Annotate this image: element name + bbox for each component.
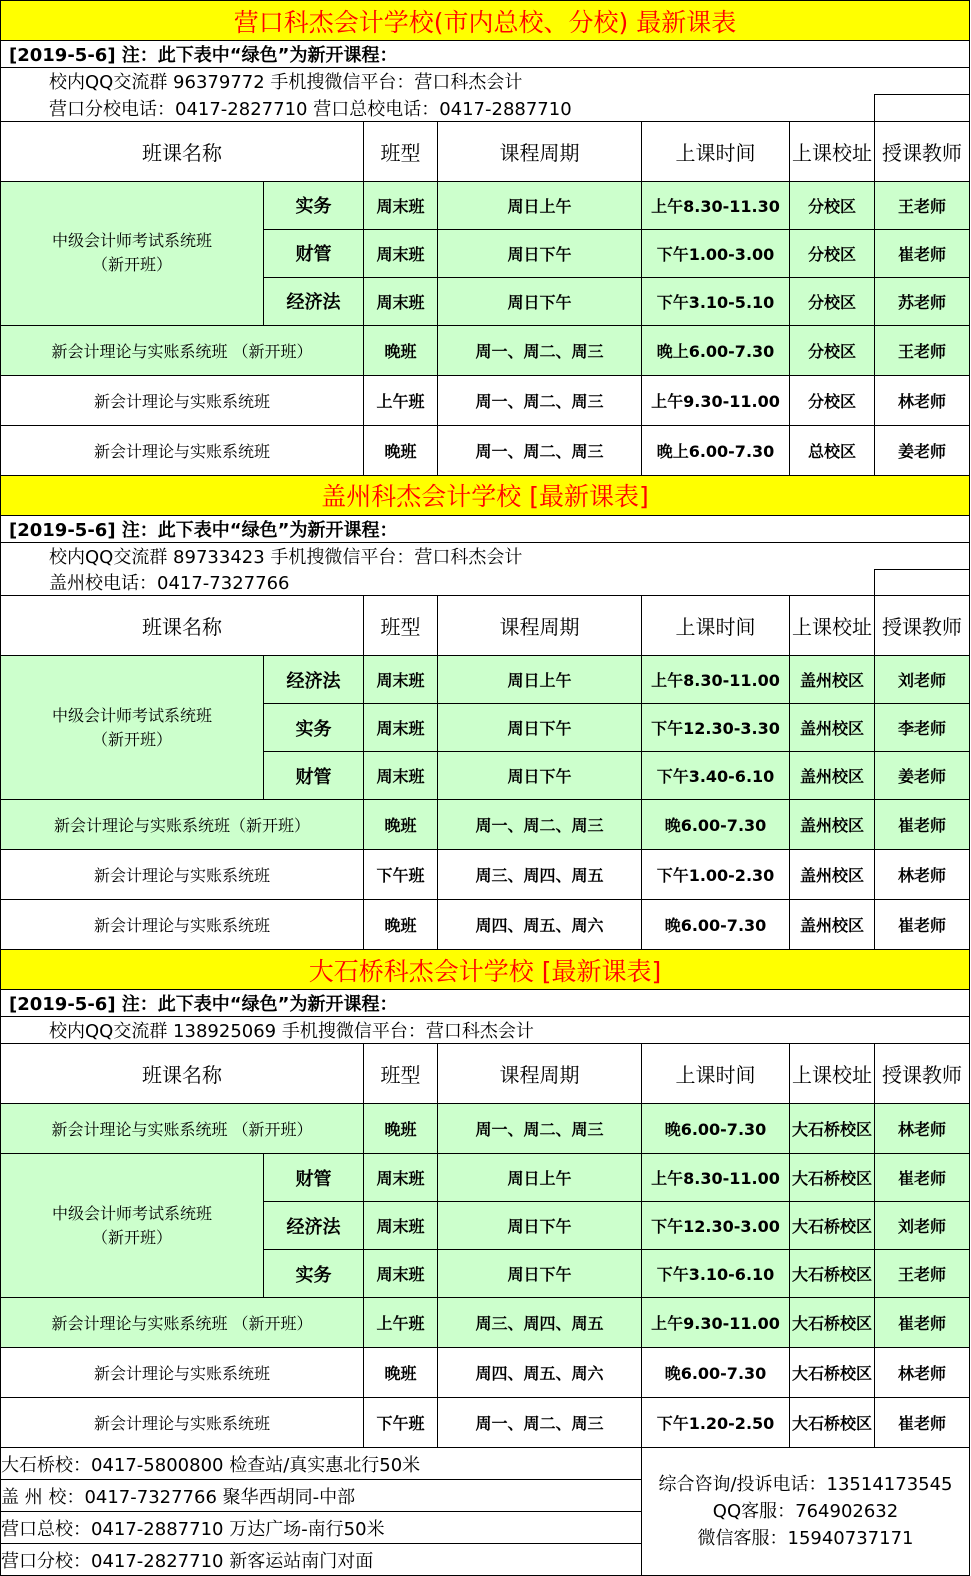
teacher: 崔老师	[875, 1398, 970, 1448]
header-cell: 班课名称	[1, 1044, 364, 1104]
phone-line: 盖州校电话：0417-7327766	[1, 569, 875, 596]
section-title-row	[1, 950, 970, 990]
header-cell: 上课时间	[642, 121, 790, 181]
table-row	[1, 1017, 970, 1044]
course-period: 周一、周二、周三	[438, 425, 642, 475]
class-type: 晚班	[364, 425, 438, 475]
class-time: 晚6.00-7.30	[642, 900, 790, 950]
class-time: 下午1.20-2.50	[642, 1398, 790, 1448]
class-site: 盖州校区	[790, 850, 875, 900]
blank-cell	[875, 569, 970, 596]
header-row	[1, 121, 970, 181]
class-site: 分校区	[790, 375, 875, 425]
header-cell: 班课名称	[1, 121, 364, 181]
teacher: 林老师	[875, 1348, 970, 1398]
teacher: 林老师	[875, 1104, 970, 1154]
course-name: 新会计理论与实账系统班 （新开班）	[1, 1104, 364, 1154]
class-site: 大石桥校区	[790, 1250, 875, 1298]
teacher: 姜老师	[875, 425, 970, 475]
class-type: 周末班	[364, 752, 438, 800]
course-period: 周日上午	[438, 656, 642, 704]
footer-address: 营口总校：0417-2887710 万达广场-南行50米	[1, 1512, 642, 1544]
footer-address: 盖 州 校：0417-7327766 聚华西胡同-中部	[1, 1480, 642, 1512]
teacher: 林老师	[875, 375, 970, 425]
course-period: 周日下午	[438, 229, 642, 277]
teacher: 刘老师	[875, 1202, 970, 1250]
section-title: 盖州科杰会计学校 [最新课表]	[1, 475, 970, 515]
group-note: （新开班）	[91, 1227, 172, 1247]
class-type: 上午班	[364, 1298, 438, 1348]
teacher: 苏老师	[875, 277, 970, 325]
date-note: [2019-5-6] 注：此下表中“绿色”为新开课程：	[1, 515, 970, 542]
footer-contacts	[642, 1448, 970, 1576]
qq-line: 校内QQ交流群 138925069 手机搜微信平台：营口科杰会计	[1, 1017, 970, 1044]
course-period: 周一、周二、周三	[438, 375, 642, 425]
class-time: 晚6.00-7.30	[642, 1104, 790, 1154]
class-time: 下午12.30-3.00	[642, 1202, 790, 1250]
class-site: 盖州校区	[790, 752, 875, 800]
header-cell: 班型	[364, 121, 438, 181]
course-name: 新会计理论与实账系统班（新开班）	[1, 800, 364, 850]
phone-line: 营口分校电话：0417-2827710 营口总校电话：0417-2887710	[1, 95, 875, 122]
header-cell: 上课校址	[790, 1044, 875, 1104]
teacher: 崔老师	[875, 229, 970, 277]
group-title: 中级会计师考试系统班	[51, 705, 212, 725]
header-cell: 课程周期	[438, 121, 642, 181]
table-row	[1, 375, 970, 425]
class-site: 大石桥校区	[790, 1348, 875, 1398]
table-row	[1, 542, 970, 569]
class-time: 下午12.30-3.30	[642, 704, 790, 752]
section-title: 营口科杰会计学校(市内总校、分校) 最新课表	[1, 1, 970, 41]
class-time: 上午9.30-11.00	[642, 375, 790, 425]
subject: 财管	[264, 752, 364, 800]
class-site: 盖州校区	[790, 800, 875, 850]
class-type: 周末班	[364, 704, 438, 752]
group-note: （新开班）	[91, 729, 172, 749]
date-note: [2019-5-6] 注：此下表中“绿色”为新开课程：	[1, 41, 970, 68]
course-period: 周日下午	[438, 704, 642, 752]
course-period: 周一、周二、周三	[438, 1104, 642, 1154]
teacher: 姜老师	[875, 752, 970, 800]
header-cell: 班型	[364, 596, 438, 656]
table-row	[1, 1104, 970, 1154]
course-name: 新会计理论与实账系统班 （新开班）	[1, 325, 364, 375]
table-row	[1, 1298, 970, 1348]
class-time: 下午3.10-5.10	[642, 277, 790, 325]
table-row	[1, 990, 970, 1017]
header-cell: 授课教师	[875, 121, 970, 181]
header-cell: 课程周期	[438, 1044, 642, 1104]
subject: 实务	[264, 181, 364, 229]
course-group-name	[1, 181, 264, 325]
course-group-name	[1, 1154, 264, 1298]
course-name: 新会计理论与实账系统班	[1, 425, 364, 475]
section-title-row	[1, 475, 970, 515]
class-type: 周末班	[364, 656, 438, 704]
table-row	[1, 800, 970, 850]
header-cell: 课程周期	[438, 596, 642, 656]
class-time: 晚上6.00-7.30	[642, 325, 790, 375]
class-type: 周末班	[364, 1250, 438, 1298]
class-type: 周末班	[364, 229, 438, 277]
class-type: 晚班	[364, 1104, 438, 1154]
subject: 实务	[264, 1250, 364, 1298]
class-time: 上午9.30-11.00	[642, 1298, 790, 1348]
table-row	[1, 569, 970, 596]
course-period: 周三、周四、周五	[438, 850, 642, 900]
course-period: 周一、周二、周三	[438, 325, 642, 375]
class-type: 下午班	[364, 1398, 438, 1448]
class-site: 盖州校区	[790, 704, 875, 752]
group-note: （新开班）	[91, 255, 172, 274]
class-type: 晚班	[364, 900, 438, 950]
course-name: 新会计理论与实账系统班	[1, 1348, 364, 1398]
class-site: 分校区	[790, 181, 875, 229]
teacher: 崔老师	[875, 1298, 970, 1348]
teacher: 王老师	[875, 1250, 970, 1298]
course-period: 周一、周二、周三	[438, 800, 642, 850]
course-period: 周日上午	[438, 181, 642, 229]
header-row	[1, 596, 970, 656]
course-group-name	[1, 656, 264, 800]
class-site: 大石桥校区	[790, 1298, 875, 1348]
footer-contact: 微信客服：15940737171	[697, 1528, 914, 1549]
class-time: 上午8.30-11.00	[642, 656, 790, 704]
course-period: 周一、周二、周三	[438, 1398, 642, 1448]
class-type: 周末班	[364, 277, 438, 325]
table-row	[1, 41, 970, 68]
table-row	[1, 850, 970, 900]
header-cell: 上课校址	[790, 596, 875, 656]
class-time: 晚6.00-7.30	[642, 1348, 790, 1398]
course-name: 新会计理论与实账系统班	[1, 900, 364, 950]
class-time: 下午1.00-3.00	[642, 229, 790, 277]
class-time: 下午3.10-6.10	[642, 1250, 790, 1298]
date-note: [2019-5-6] 注：此下表中“绿色”为新开课程：	[1, 990, 970, 1017]
subject: 经济法	[264, 1202, 364, 1250]
class-time: 晚6.00-7.30	[642, 800, 790, 850]
qq-line: 校内QQ交流群 96379772 手机搜微信平台：营口科杰会计	[1, 68, 970, 95]
class-type: 周末班	[364, 181, 438, 229]
table-row	[1, 1398, 970, 1448]
course-period: 周日下午	[438, 1250, 642, 1298]
class-site: 盖州校区	[790, 656, 875, 704]
class-type: 晚班	[364, 325, 438, 375]
teacher: 崔老师	[875, 900, 970, 950]
subject: 经济法	[264, 656, 364, 704]
teacher: 刘老师	[875, 656, 970, 704]
group-title: 中级会计师考试系统班	[51, 231, 212, 250]
table-row	[1, 1348, 970, 1398]
class-time: 上午8.30-11.00	[642, 1154, 790, 1202]
class-site: 总校区	[790, 425, 875, 475]
course-period: 周四、周五、周六	[438, 1348, 642, 1398]
table-row	[1, 95, 970, 122]
class-time: 下午1.00-2.30	[642, 850, 790, 900]
table-row	[1, 181, 970, 229]
teacher: 李老师	[875, 704, 970, 752]
course-name: 新会计理论与实账系统班	[1, 850, 364, 900]
footer-contact: QQ客服：764902632	[712, 1501, 899, 1522]
subject: 实务	[264, 704, 364, 752]
class-site: 大石桥校区	[790, 1202, 875, 1250]
footer-address: 营口分校：0417-2827710 新客运站南门对面	[1, 1544, 642, 1576]
class-site: 分校区	[790, 277, 875, 325]
course-name: 新会计理论与实账系统班	[1, 1398, 364, 1448]
teacher: 王老师	[875, 325, 970, 375]
header-row	[1, 1044, 970, 1104]
class-site: 分校区	[790, 229, 875, 277]
class-time: 上午8.30-11.30	[642, 181, 790, 229]
class-time: 晚上6.00-7.30	[642, 425, 790, 475]
header-cell: 班课名称	[1, 596, 364, 656]
blank-cell	[875, 95, 970, 122]
header-cell: 授课教师	[875, 1044, 970, 1104]
course-period: 周日下午	[438, 277, 642, 325]
class-time: 下午3.40-6.10	[642, 752, 790, 800]
class-site: 大石桥校区	[790, 1398, 875, 1448]
teacher: 崔老师	[875, 800, 970, 850]
table-row	[1, 900, 970, 950]
header-cell: 上课时间	[642, 596, 790, 656]
table-row	[1, 1154, 970, 1202]
class-site: 大石桥校区	[790, 1154, 875, 1202]
class-type: 周末班	[364, 1154, 438, 1202]
teacher: 林老师	[875, 850, 970, 900]
header-cell: 上课时间	[642, 1044, 790, 1104]
course-period: 周日上午	[438, 1154, 642, 1202]
class-type: 下午班	[364, 850, 438, 900]
class-site: 大石桥校区	[790, 1104, 875, 1154]
qq-line: 校内QQ交流群 89733423 手机搜微信平台：营口科杰会计	[1, 542, 970, 569]
header-cell: 班型	[364, 1044, 438, 1104]
subject: 经济法	[264, 277, 364, 325]
class-site: 分校区	[790, 325, 875, 375]
teacher: 崔老师	[875, 1154, 970, 1202]
table-row	[1, 68, 970, 95]
class-type: 晚班	[364, 1348, 438, 1398]
class-type: 上午班	[364, 375, 438, 425]
group-title: 中级会计师考试系统班	[51, 1203, 212, 1223]
class-type: 周末班	[364, 1202, 438, 1250]
subject: 财管	[264, 229, 364, 277]
course-period: 周日下午	[438, 1202, 642, 1250]
teacher: 王老师	[875, 181, 970, 229]
course-period: 周日下午	[438, 752, 642, 800]
course-period: 周三、周四、周五	[438, 1298, 642, 1348]
course-name: 新会计理论与实账系统班 （新开班）	[1, 1298, 364, 1348]
table-row	[1, 515, 970, 542]
section-title-row	[1, 1, 970, 41]
subject: 财管	[264, 1154, 364, 1202]
footer-table	[0, 1447, 970, 1576]
header-cell: 授课教师	[875, 596, 970, 656]
footer-address: 大石桥校：0417-5800800 检查站/真实惠北行50米	[1, 1448, 642, 1480]
class-site: 盖州校区	[790, 900, 875, 950]
header-cell: 上课校址	[790, 121, 875, 181]
table-row	[1, 656, 970, 704]
table-row	[1, 425, 970, 475]
class-type: 晚班	[364, 800, 438, 850]
course-period: 周四、周五、周六	[438, 900, 642, 950]
course-name: 新会计理论与实账系统班	[1, 375, 364, 425]
section-title: 大石桥科杰会计学校 [最新课表]	[1, 950, 970, 990]
footer-contact: 综合咨询/投诉电话：13514173545	[658, 1474, 953, 1495]
table-row	[1, 325, 970, 375]
